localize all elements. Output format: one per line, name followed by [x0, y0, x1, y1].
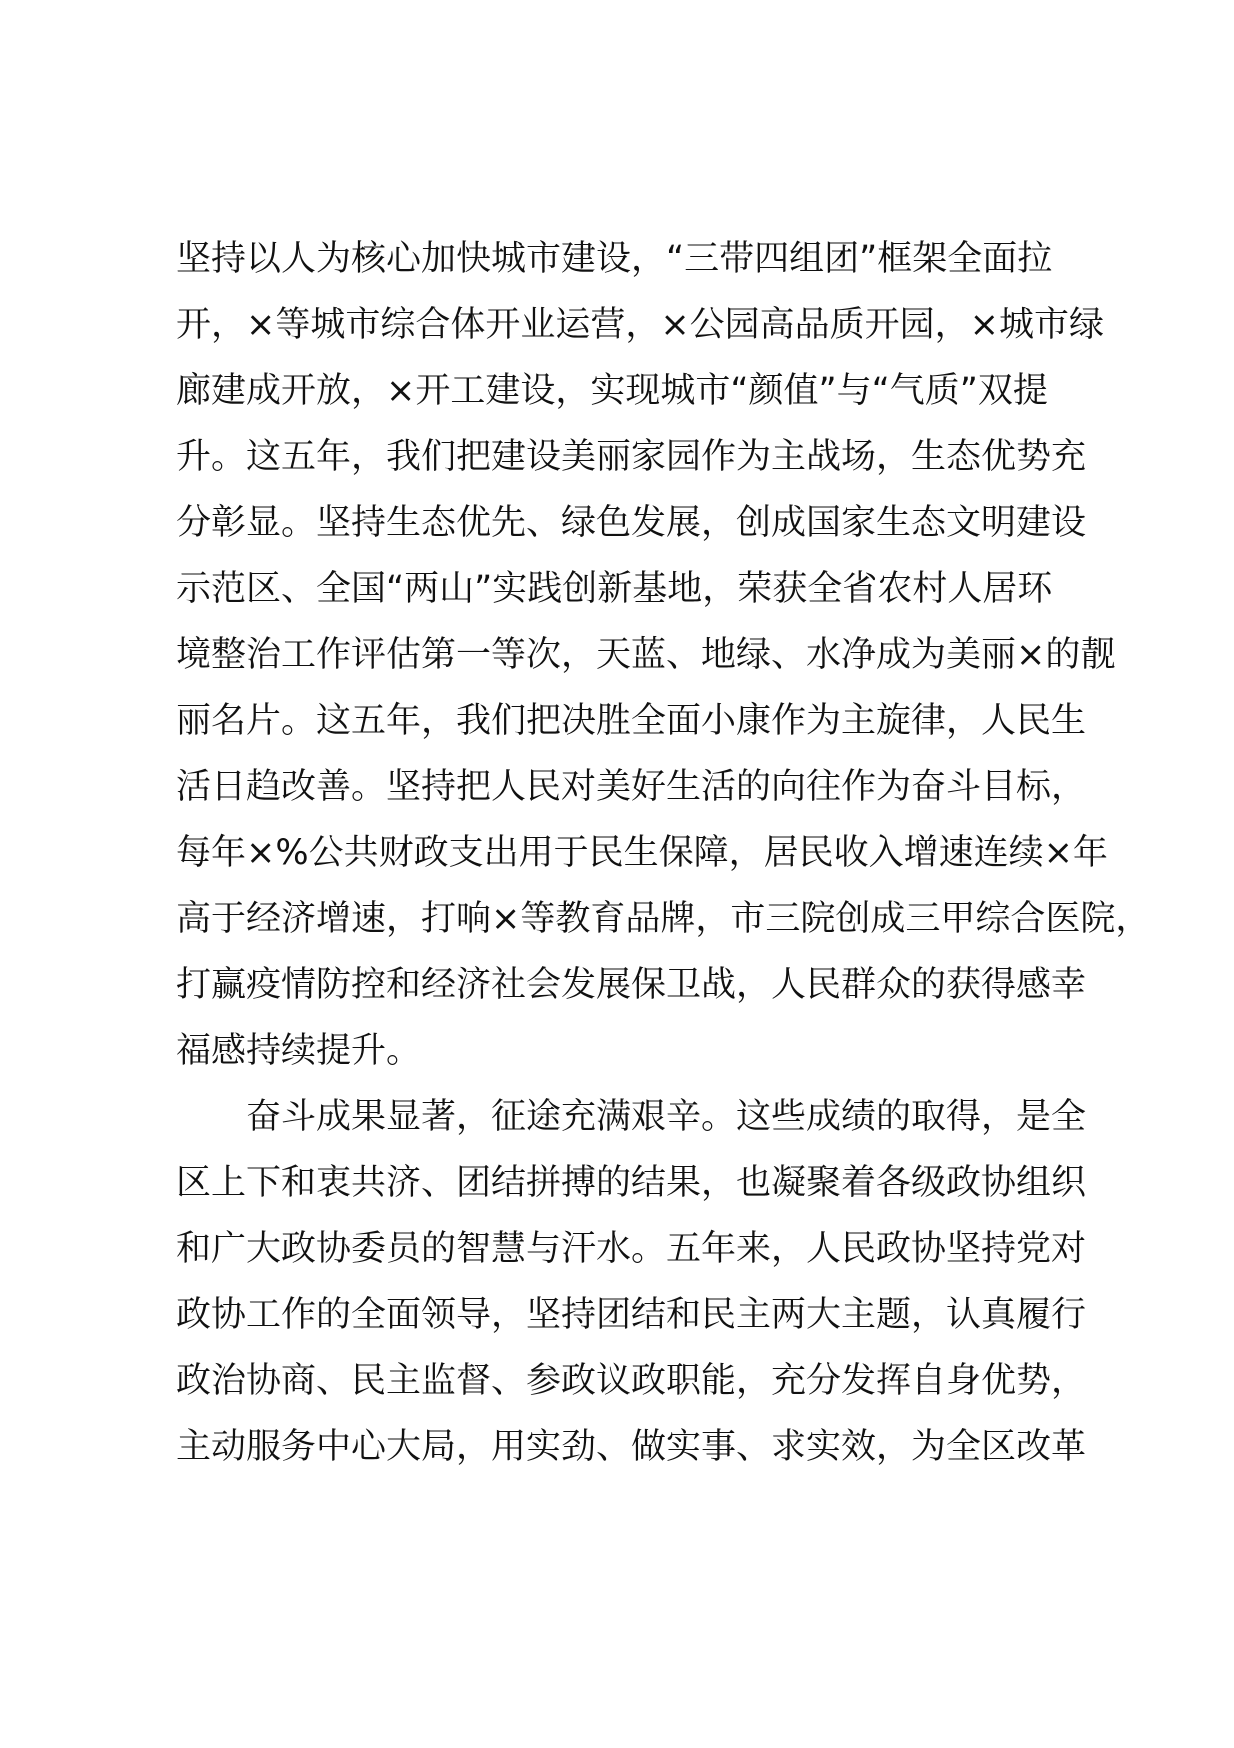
text-line: 活日趋改善。坚持把人民对美好生活的向往作为奋斗目标，: [176, 767, 1087, 807]
text-line: 坚持以人为核心加快城市建设，“三带四组团”框架全面拉: [176, 239, 1053, 279]
body-text: [176, 226, 1151, 1480]
text-line: 和广大政协委员的智慧与汗水。五年来，人民政协坚持党对: [176, 1229, 1087, 1269]
text-line: 丽名片。这五年，我们把决胜全面小康作为主旋律，人民生: [176, 701, 1087, 741]
text-line: 区上下和衷共济、团结拼搏的结果，也凝聚着各级政协组织: [176, 1163, 1087, 1203]
text-line: 升。这五年，我们把建设美丽家园作为主战场，生态优势充: [176, 437, 1087, 477]
text-line: 境整治工作评估第一等次，天蓝、地绿、水净成为美丽×的靓: [176, 635, 1116, 675]
text-line: 每年×%公共财政支出用于民生保障，居民收入增速连续×年: [176, 833, 1108, 873]
text-line: 政治协商、民主监督、参政议政职能，充分发挥自身优势，: [176, 1361, 1087, 1401]
text-line: 主动服务中心大局，用实劲、做实事、求实效，为全区改革: [176, 1427, 1087, 1467]
text-line: 高于经济增速，打响×等教育品牌，市三院创成三甲综合医院，: [176, 899, 1151, 939]
text-line: 廊建成开放，×开工建设，实现城市“颜值”与“气质”双提: [176, 371, 1048, 411]
paragraph-first-line: 奋斗成果显著，征途充满艰辛。这些成绩的取得，是全: [246, 1097, 1087, 1137]
text-line: 政协工作的全面领导，坚持团结和民主两大主题，认真履行: [176, 1295, 1087, 1335]
text-line: 分彰显。坚持生态优先、绿色发展，创成国家生态文明建设: [176, 503, 1087, 543]
text-line: 示范区、全国“两山”实践创新基地，荣获全省农村人居环: [176, 569, 1053, 609]
text-line: 打赢疫情防控和经济社会发展保卫战，人民群众的获得感幸: [176, 965, 1087, 1005]
text-line: 开，×等城市综合体开业运营，×公园高品质开园，×城市绿: [176, 305, 1104, 345]
text-line: 福感持续提升。: [176, 1031, 422, 1071]
